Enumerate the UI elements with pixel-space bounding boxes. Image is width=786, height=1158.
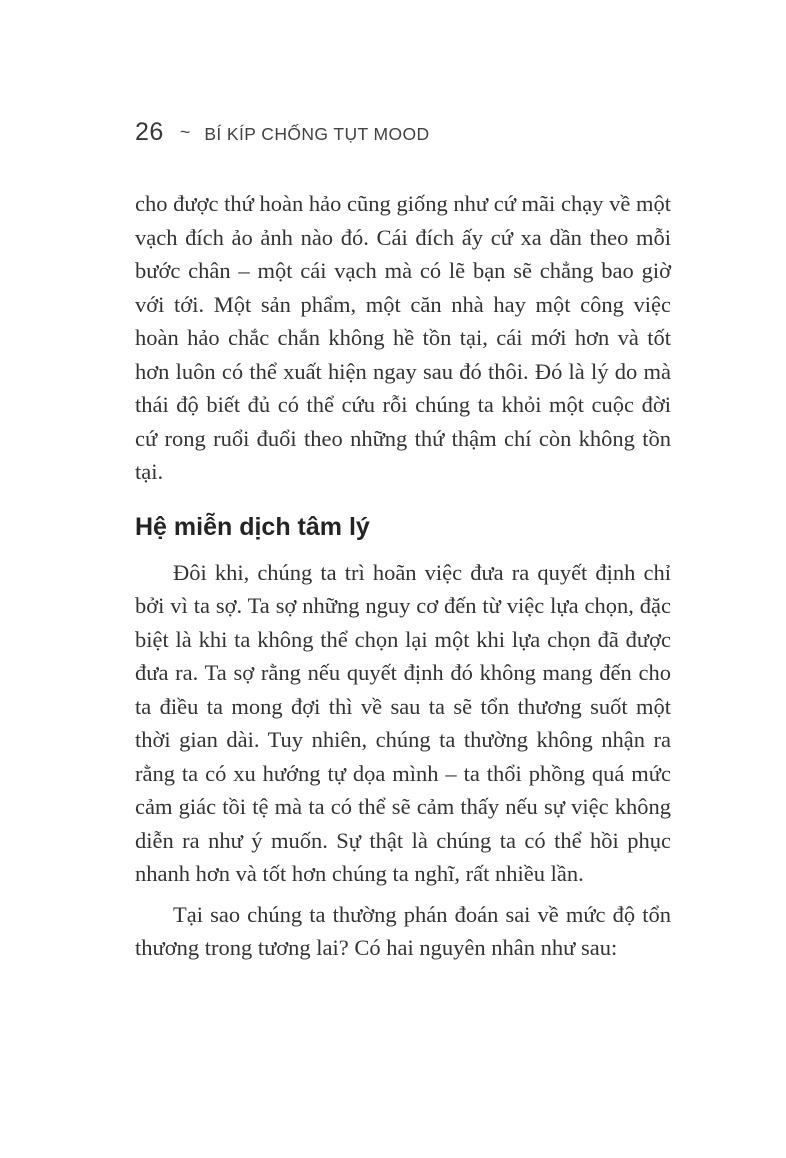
- page-body: [135, 187, 671, 965]
- tilde-separator-icon: ~: [179, 122, 191, 142]
- paragraph: Đôi khi, chúng ta trì hoãn việc đưa ra quyết định chỉ bởi vì ta sợ. Ta sợ những nguy cơ đến từ việc lựa chọn, đặc biệt là khi ta không thể chọn lại một khi lựa chọn đã được đưa ra. Ta sợ rằng nếu quyết định đó không mang đến cho ta điều ta mong đợi thì về sau ta sẽ tổn thương suốt một thời gian dài. Tuy nhiên, chúng ta thường không nhận ra rằng ta có xu hướng tự dọa mình – ta thổi phồng quá mức cảm giác tồi tệ mà ta có thể sẽ cảm thấy nếu sự việc không diễn ra như ý muốn. Sự thật là chúng ta có thể hồi phục nhanh hơn và tốt hơn chúng ta nghĩ, rất nhiều lần.: [135, 559, 671, 886]
- page-number: 26: [135, 118, 164, 146]
- running-title: BÍ KÍP CHỐNG TỤT MOOD: [204, 124, 430, 144]
- paragraph-continuation: cho được thứ hoàn hảo cũng giống như cứ mãi chạy về một vạch đích ảo ảnh nào đó. Cái đích ấy cứ xa dần theo mỗi bước chân – một cái vạch mà có lẽ bạn sẽ chẳng bao giờ với tới. Một sản phẩm, một căn nhà hay một công việc hoàn hảo chắc chắn không hề tồn tại, cái mới hơn và tốt hơn luôn có thể xuất hiện ngay sau đó thôi. Đó là lý do mà thái độ biết đủ có thể cứu rỗi chúng ta khỏi một cuộc đời cứ rong ruổi đuổi theo những thứ thậm chí còn không tồn tại.: [135, 191, 671, 484]
- page-content-area: [135, 118, 671, 965]
- section-heading: Hệ miễn dịch tâm lý: [135, 512, 370, 541]
- running-header: [135, 118, 671, 147]
- paragraph: Tại sao chúng ta thường phán đoán sai về mức độ tổn thương trong tương lai? Có hai nguyên nhân như sau:: [135, 901, 671, 960]
